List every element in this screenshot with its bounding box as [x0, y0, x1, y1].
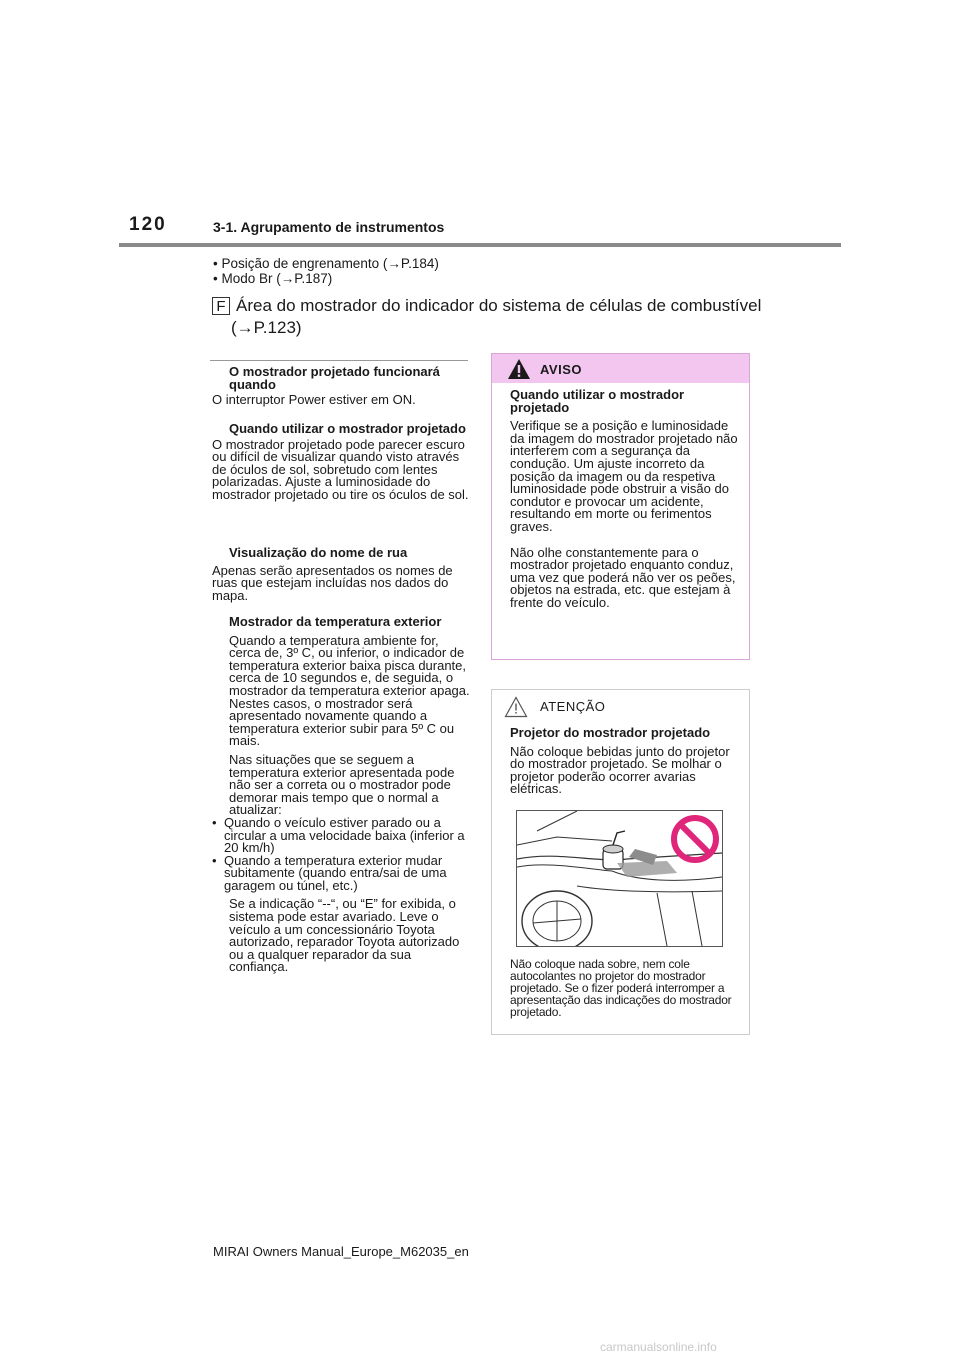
item-f-text: Área do mostrador do indicador do sistema de células de combustível [236, 296, 762, 315]
page-number: 120 [129, 214, 167, 235]
section-projected-display-works [212, 366, 470, 407]
condition-list [212, 814, 470, 893]
warning-content [510, 389, 740, 610]
item-f-page-ref: (→P.123) [231, 318, 302, 337]
section-paragraph: Nas situações que se seguem a temperatura exterior apresentada pode não ser a correta ou o mostrador pode demorar mais tempo que o normal a atualizar: [229, 751, 455, 818]
warning-paragraph: Verifique se a posição e luminosidade da imagem do mostrador projetado não interferem com a segurança da condução. Um ajuste incorreto da posição da imagem ou da respetiva luminosidade pode obstruir a visão do condutor e provocar um acidente, resultando em morte ou ferimentos graves. [510, 418, 738, 534]
section-heading: Visualização do nome de rua [229, 545, 408, 560]
bullet-item: • Modo Br (→P.187) [213, 271, 333, 286]
dashboard-drawing [517, 811, 722, 946]
caution-content [510, 727, 740, 796]
warning-triangle-icon [507, 358, 531, 380]
header-divider [119, 243, 841, 247]
column-divider [210, 360, 468, 361]
section-outside-temperature [212, 616, 470, 974]
bullet-item: • Posição de engrenamento (→P.184) [213, 256, 439, 271]
caution-heading: Projetor do mostrador projetado [510, 725, 711, 740]
section-street-name [212, 547, 470, 602]
section-heading: Quando utilizar o mostrador projetado [229, 421, 466, 436]
section-body: O interruptor Power estiver em ON. [212, 392, 416, 408]
caution-title: ATENÇÃO [540, 699, 606, 714]
document-footer: MIRAI Owners Manual_Europe_M62035_en [213, 1244, 469, 1259]
list-item: • Quando o veículo estiver parado ou a circular a uma velocidade baixa (inferior a 20 km/h) [212, 817, 470, 855]
illustration-caption: Não coloque nada sobre, nem cole autocolantes no projetor do mostrador projetado. Se o fizer poderá interromper a apresentação das indicações do mostrador projetado. [510, 957, 732, 1019]
warning-paragraph: Não olhe constantemente para o mostrador projetado enquanto conduz, uma vez que poderá não ver os peões, objetos na estrada, etc. que estejam à frente do veículo. [510, 544, 736, 610]
prohibition-icon [674, 818, 716, 860]
list-item: • Quando a temperatura exterior mudar subitamente (quando entra/sai de uma garagem ou túnel, etc.) [212, 855, 470, 893]
warning-title: AVISO [540, 362, 582, 377]
caution-paragraph: Não coloque bebidas junto do projetor do mostrador projetado. Se molhar o projetor poderão ocorrer avarias elétricas. [510, 743, 730, 797]
projector-illustration [516, 810, 723, 947]
section-heading: Mostrador da temperatura exterior [229, 614, 442, 629]
caution-triangle-icon [504, 696, 528, 718]
section-paragraph: Quando a temperatura ambiente for, cerca de, 3º C, ou inferior, o indicador de temperatura exterior baixa pisca durante, cerca de 10 segundos e, de seguida, o mostrador da temperatura exterior apaga. Nestes casos, o mostrador será apresentado novamente quando a temperatura exterior subir para 5º C ou mais. [229, 632, 470, 749]
section-title: 3-1. Agrupamento de instrumentos [213, 219, 445, 235]
section-body: O mostrador projetado pode parecer escuro ou difícil de visualizar quando visto através de óculos de sol, sobretudo com lentes polarizadas. Ajuste a luminosidade do mostrador projetado ou tire os óculos de sol. [212, 436, 469, 502]
item-label-f: F [212, 297, 230, 315]
top-bullet-list [213, 256, 439, 286]
section-paragraph: Se a indicação “--“, ou “E” for exibida, o sistema pode estar avariado. Leve o veículo a um concessionário Toyota autorizado, reparador Toyota autorizado ou a qualquer reparador da sua confiança. [229, 896, 460, 975]
section-when-using-display [212, 423, 470, 502]
section-body: Apenas serão apresentados os nomes de ruas que estejam incluídas nos dados do mapa. [212, 562, 453, 603]
warning-heading: Quando utilizar o mostrador projetado [510, 387, 685, 415]
section-heading: O mostrador projetado funcionará quando [229, 364, 440, 392]
watermark: carmanualsonline.info [600, 1340, 717, 1354]
